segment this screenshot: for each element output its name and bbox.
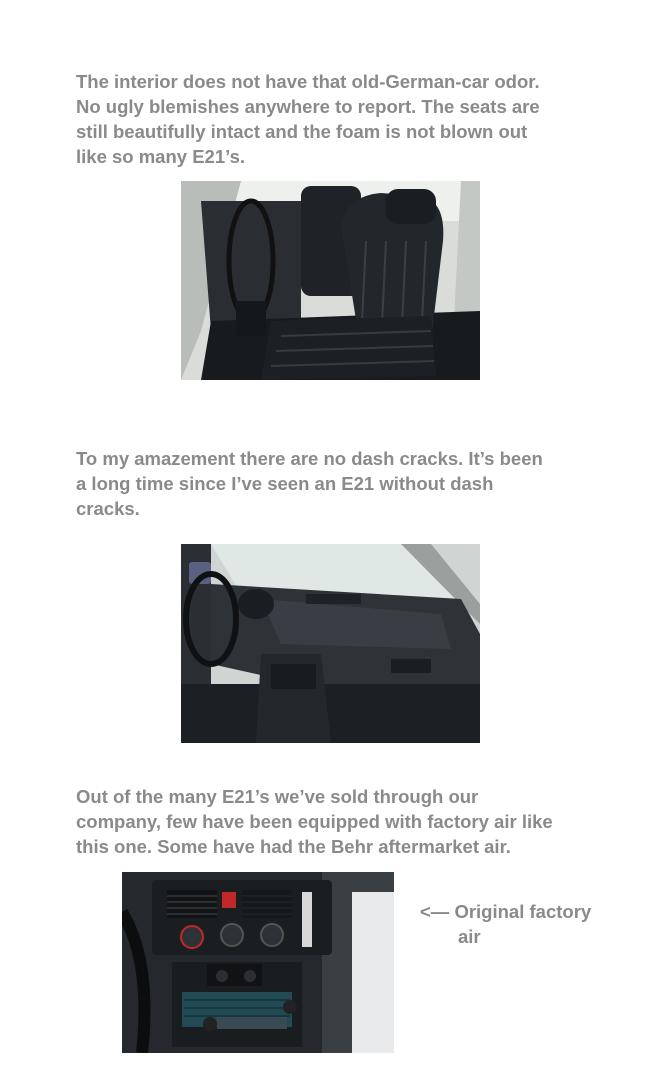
paragraph-interior: The interior does not have that old-German-car odor. No ugly blemishes anywhere to report. The seats are still beautifully intact and the foam is not blown out like so many E21’s. [76, 71, 540, 167]
dashboard-photo [181, 544, 480, 743]
arrow-left-icon: <— [420, 901, 450, 922]
climate-control-icon [122, 872, 394, 1053]
annotation-line1: Original factory [454, 901, 592, 922]
dashboard-icon [181, 544, 480, 743]
annotation-line2: air [458, 926, 481, 947]
annotation-original-factory-air [420, 899, 620, 949]
paragraph-dash: To my amazement there are no dash cracks. It’s been a long time since I’ve seen an E21 without dash cracks. [76, 448, 543, 519]
paragraph-air: Out of the many E21’s we’ve sold through our company, few have been equipped with factory air like this one. Some have had the Behr aftermarket air. [76, 786, 553, 857]
car-seats-icon [181, 181, 480, 380]
car-seats-photo [181, 181, 480, 380]
climate-control-photo [122, 872, 394, 1053]
